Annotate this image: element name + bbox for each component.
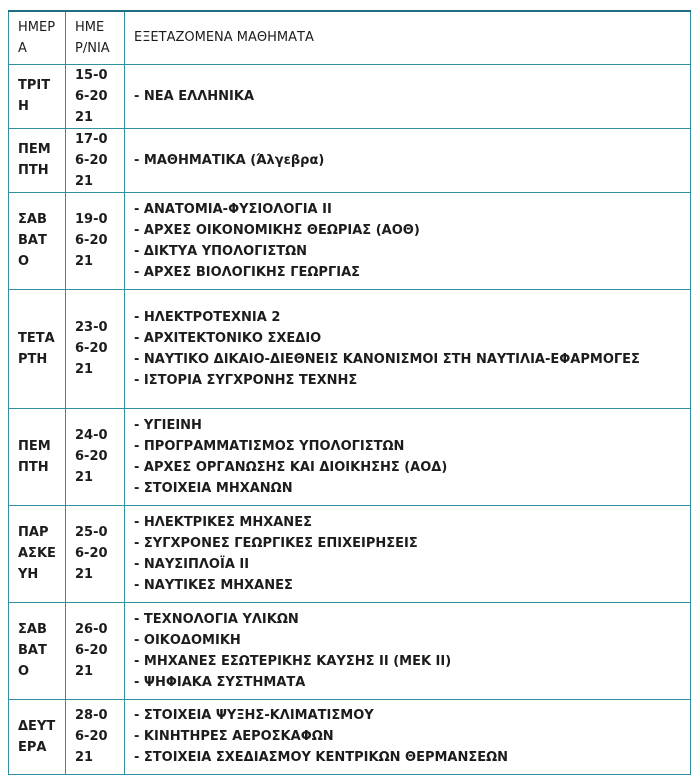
subjects-cell [125,128,691,192]
subject-item: - ΥΓΙΕΙΝΗ [134,417,202,433]
subject-item: - ΝΑΥΣΙΠΛΟΪΑ ΙΙ [134,556,250,572]
table-row [9,64,691,128]
table-row [9,289,691,408]
subjects-cell [125,64,691,128]
header-day: ΗΜΕΡΑ [9,11,66,64]
subject-item: - ΟΙΚΟΔΟΜΙΚΗ [134,632,241,648]
subjects-cell [125,408,691,505]
subject-item: - ΜΗΧΑΝΕΣ ΕΣΩΤΕΡΙΚΗΣ ΚΑΥΣΗΣ ΙΙ (ΜΕΚ ΙΙ) [134,653,452,669]
subject-item: - ΚΙΝΗΤΗΡΕΣ ΑΕΡΟΣΚΑΦΩΝ [134,729,334,744]
subject-item: - ΠΡΟΓΡΑΜΜΑΤΙΣΜΟΣ ΥΠΟΛΟΓΙΣΤΩΝ [134,438,405,454]
date-cell: 23-06-2021 [66,289,125,408]
subject-item: - ΣΥΓΧΡΟΝΕΣ ΓΕΩΡΓΙΚΕΣ ΕΠΙΧΕΙΡΗΣΕΙΣ [134,535,418,551]
subject-item: - ΑΡΧΕΣ ΟΙΚΟΝΟΜΙΚΗΣ ΘΕΩΡΙΑΣ (ΑΟΘ) [134,222,420,238]
schedule-body [9,64,691,774]
day-cell: ΣΑΒΒΑΤΟ [9,192,66,289]
day-cell: ΔΕΥΤΕΡΑ [9,699,66,774]
subjects-cell [125,699,691,774]
subject-item: - ΔΙΚΤΥΑ ΥΠΟΛΟΓΙΣΤΩΝ [134,243,308,259]
header-date: ΗΜΕΡ/ΝΙΑ [66,11,125,64]
subject-item: - ΣΤΟΙΧΕΙΑ ΨΥΞΗΣ-ΚΛΙΜΑΤΙΣΜΟΥ [134,708,374,723]
date-cell: 24-06-2021 [66,408,125,505]
day-cell: ΠΕΜΠΤΗ [9,408,66,505]
day-cell: ΣΑΒΒΑΤΟ [9,602,66,699]
subject-item: - ΨΗΦΙΑΚΑ ΣΥΣΤΗΜΑΤΑ [134,674,306,690]
subject-item: - ΤΕΧΝΟΛΟΓΙΑ ΥΛΙΚΩΝ [134,611,299,627]
subjects-cell [125,192,691,289]
table-row [9,128,691,192]
subject-item: - ΑΡΧΕΣ ΒΙΟΛΟΓΙΚΗΣ ΓΕΩΡΓΙΑΣ [134,264,361,280]
date-cell: 15-06-2021 [66,64,125,128]
date-cell: 17-06-2021 [66,128,125,192]
subjects-cell [125,602,691,699]
subject-item: - ΑΝΑΤΟΜΙΑ-ΦΥΣΙΟΛΟΓΙΑ ΙΙ [134,201,332,217]
header-row [9,11,691,64]
subject-item: - ΝΑΥΤΙΚΕΣ ΜΗΧΑΝΕΣ [134,577,293,593]
subjects-cell [125,289,691,408]
subject-item: - ΑΡΧΙΤΕΚΤΟΝΙΚΟ ΣΧΕΔΙΟ [134,330,322,346]
day-cell: ΠΑΡΑΣΚΕΥΗ [9,505,66,602]
subject-item: - ΗΛΕΚΤΡΙΚΕΣ ΜΗΧΑΝΕΣ [134,514,312,530]
exam-schedule-table [8,10,691,775]
subjects-cell [125,505,691,602]
subject-item: - ΣΤΟΙΧΕΙΑ ΜΗΧΑΝΩΝ [134,480,293,496]
table-row [9,699,691,774]
subject-item: - ΝΕΑ ΕΛΛΗΝΙΚΑ [134,88,255,104]
table-row [9,505,691,602]
subject-item: - ΑΡΧΕΣ ΟΡΓΑΝΩΣΗΣ ΚΑΙ ΔΙΟΙΚΗΣΗΣ (ΑΟΔ) [134,459,448,475]
date-cell: 28-06-2021 [66,699,125,774]
subject-item: - ΙΣΤΟΡΙΑ ΣΥΓΧΡΟΝΗΣ ΤΕΧΝΗΣ [134,372,358,388]
table-row [9,602,691,699]
subject-item: - ΣΤΟΙΧΕΙΑ ΣΧΕΔΙΑΣΜΟΥ ΚΕΝΤΡΙΚΩΝ ΘΕΡΜΑΝΣΕΩΝ [134,750,509,765]
date-cell: 19-06-2021 [66,192,125,289]
subject-item: - ΜΑΘΗΜΑΤΙΚΑ (Άλγεβρα) [134,152,325,168]
subject-item: - ΝΑΥΤΙΚΟ ΔΙΚΑΙΟ-ΔΙΕΘΝΕΙΣ ΚΑΝΟΝΙΣΜΟΙ ΣΤΗ ΝΑΥΤΙΛΙΑ-ΕΦΑΡΜΟΓΕΣ [134,351,640,367]
table-row [9,408,691,505]
subject-item: - ΗΛΕΚΤΡΟΤΕΧΝΙΑ 2 [134,309,281,325]
table-row [9,192,691,289]
header-subjects: ΕΞΕΤΑΖΟΜΕΝΑ ΜΑΘΗΜΑΤΑ [125,11,691,64]
day-cell: ΤΕΤΑΡΤΗ [9,289,66,408]
date-cell: 26-06-2021 [66,602,125,699]
day-cell: ΠΕΜΠΤΗ [9,128,66,192]
day-cell: ΤΡΙΤΗ [9,64,66,128]
date-cell: 25-06-2021 [66,505,125,602]
